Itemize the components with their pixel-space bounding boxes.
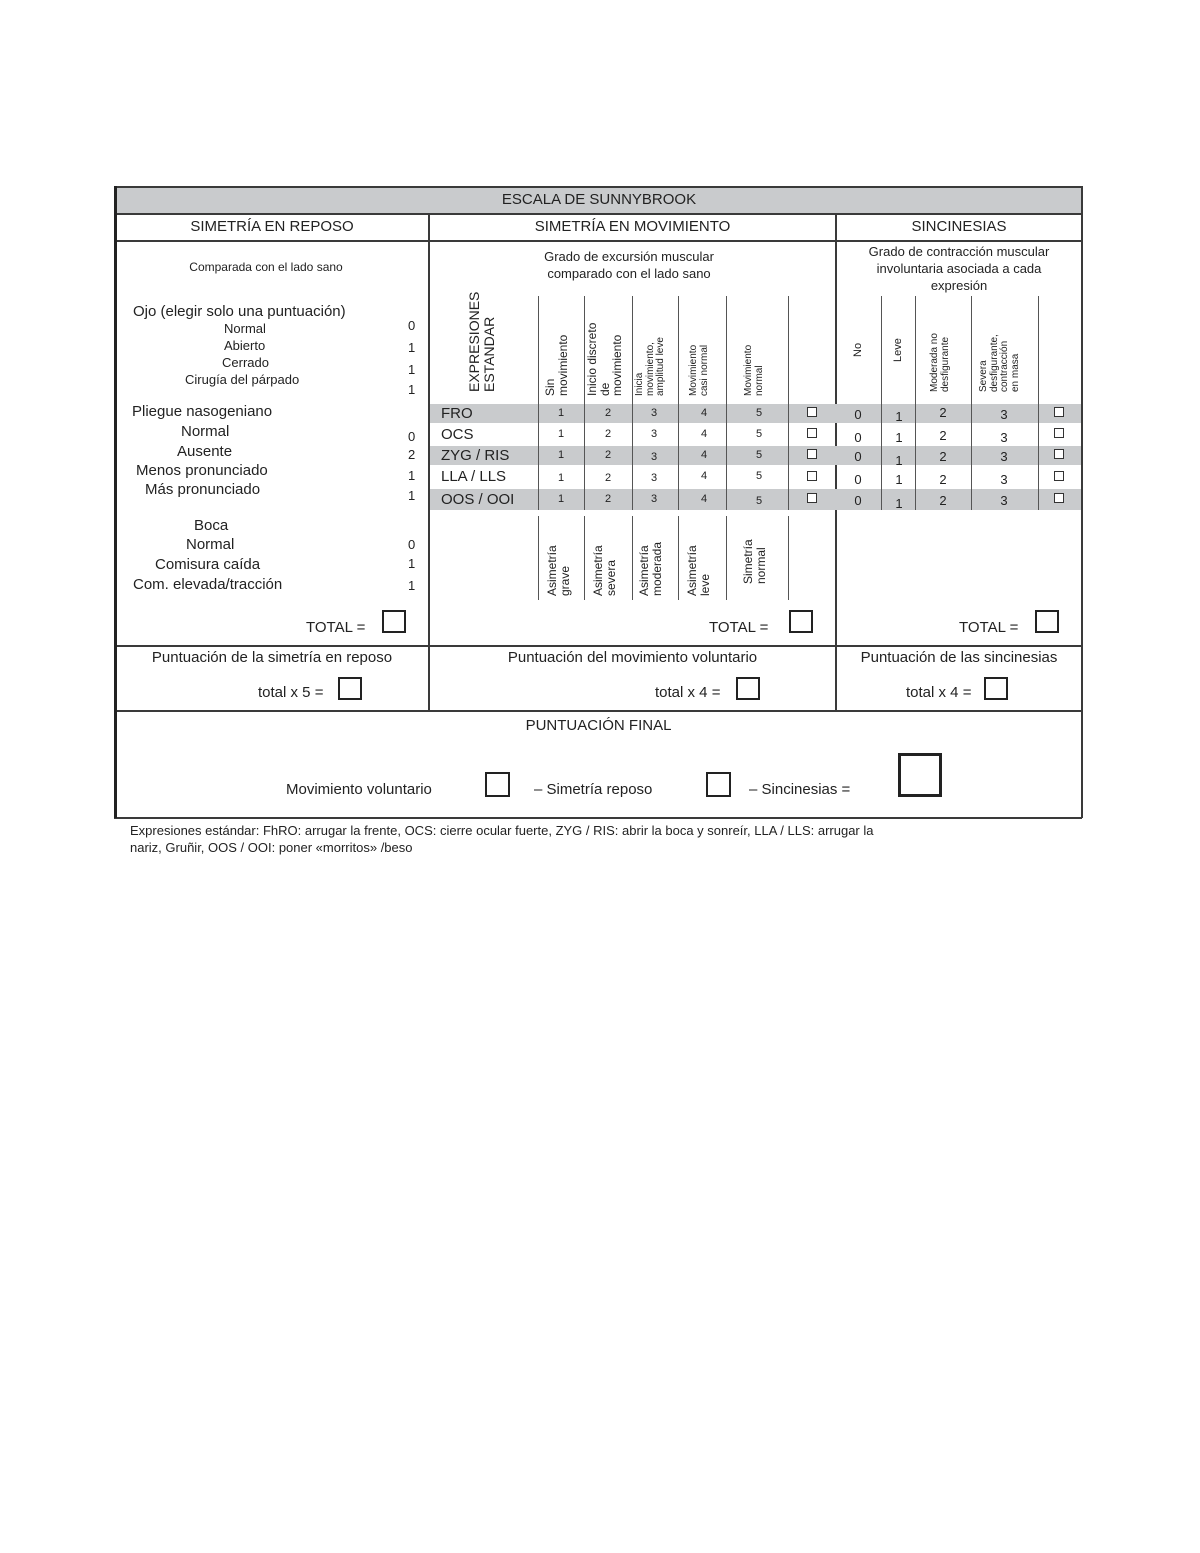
boca-item-label: Com. elevada/tracción xyxy=(133,576,283,593)
mov-value[interactable]: 3 xyxy=(650,407,658,419)
sinc-col-header xyxy=(853,343,865,357)
section-movimiento-header: SIMETRÍA EN MOVIMIENTO xyxy=(534,218,731,235)
final-sim-box[interactable] xyxy=(706,772,731,797)
sinc-value[interactable]: 2 xyxy=(939,493,947,508)
expresiones-header xyxy=(467,292,496,392)
mov-value[interactable]: 3 xyxy=(650,428,658,440)
col-line xyxy=(538,296,539,510)
movimiento-subtitle-line: comparado con el lado sano xyxy=(547,266,711,281)
sincinesias-score-box[interactable] xyxy=(984,677,1008,700)
mov-value[interactable]: 4 xyxy=(700,470,708,482)
sinc-value[interactable]: 1 xyxy=(895,409,903,424)
sinc-value[interactable]: 1 xyxy=(895,453,903,468)
mov-col-header-line: movimiento xyxy=(555,334,570,396)
final-title: PUNTUACIÓN FINAL xyxy=(525,717,672,734)
col-line xyxy=(632,516,633,600)
sincinesias-subtitle xyxy=(837,243,1081,294)
rule xyxy=(1081,186,1083,818)
asymmetry-label xyxy=(592,545,617,596)
footnote xyxy=(130,822,874,856)
col-line xyxy=(788,296,789,510)
ojo-item-label: Cerrado xyxy=(222,355,269,370)
form-title: ESCALA DE SUNNYBROOK xyxy=(501,191,697,208)
mov-value[interactable]: 4 xyxy=(700,428,708,440)
footnote-line: Expresiones estándar: FhRO: arrugar la frente, OCS: cierre ocular fuerte, ZYG / RIS: abrir la boca y sonreír, LLA / LLS: arrugar la xyxy=(130,823,874,838)
movimiento-score-label: Puntuación del movimiento voluntario xyxy=(507,649,758,666)
expression-label: FRO xyxy=(441,405,473,422)
expresiones-header-line: ESTANDAR xyxy=(480,316,497,392)
col-line xyxy=(678,516,679,600)
asymmetry-label-line: leve xyxy=(697,573,712,596)
pliegue-item-label: Normal xyxy=(181,423,230,440)
sinc-col-header-line: en masa xyxy=(1009,353,1021,392)
mov-value[interactable]: 1 xyxy=(557,493,565,505)
mov-col-header-line: Sin xyxy=(543,378,557,396)
movimiento-score-box[interactable] xyxy=(736,677,760,700)
mov-value[interactable]: 5 xyxy=(755,470,763,482)
asymmetry-label xyxy=(546,545,571,596)
mov-col-header-line: de xyxy=(597,382,612,396)
sinc-value[interactable]: 2 xyxy=(939,472,947,487)
mov-col-header-line: casi normal xyxy=(698,344,710,396)
col-line xyxy=(971,296,972,510)
asymmetry-label-line: Asimetría xyxy=(591,545,605,596)
asymmetry-label-line: moderada xyxy=(649,541,664,596)
boca-header: Boca xyxy=(194,517,229,534)
sinc-col-header-line: Leve xyxy=(892,338,904,362)
col-line xyxy=(726,516,727,600)
sinc-col-header-line: desfigurante xyxy=(939,336,951,392)
col-line xyxy=(788,516,789,600)
asymmetry-label-line: grave xyxy=(557,565,572,596)
mov-value[interactable]: 2 xyxy=(604,428,612,440)
mov-value[interactable]: 4 xyxy=(700,407,708,419)
asymmetry-label-line: normal xyxy=(753,547,768,584)
rule xyxy=(114,213,1082,215)
sinc-col-header-line: contracción xyxy=(999,340,1010,392)
pliegue-item-score: 0 xyxy=(408,429,416,444)
sincinesias-formula: total x 4 = xyxy=(906,684,972,701)
mov-value[interactable]: 1 xyxy=(557,449,565,461)
mov-col-header xyxy=(635,337,667,396)
mov-value[interactable]: 5 xyxy=(755,407,763,419)
ojo-item-label: Cirugía del párpado xyxy=(185,372,300,387)
mov-value[interactable]: 5 xyxy=(755,428,763,440)
col-line xyxy=(726,296,727,510)
col-line xyxy=(538,516,539,600)
mov-col-header xyxy=(586,323,624,396)
sincinesias-subtitle-line: involuntaria asociada a cada xyxy=(876,261,1042,276)
sinc-row-checkbox[interactable] xyxy=(1054,493,1064,503)
ojo-item-score: 1 xyxy=(408,382,416,397)
pliegue-item-label: Más pronunciado xyxy=(145,481,261,498)
mov-value[interactable]: 1 xyxy=(557,407,565,419)
sinc-row-checkbox[interactable] xyxy=(1054,449,1064,459)
pliegue-item-score: 1 xyxy=(408,488,416,503)
asymmetry-label-line: Asimetría xyxy=(637,545,651,596)
asymmetry-label xyxy=(638,542,663,596)
expression-label: ZYG / RIS xyxy=(441,447,510,464)
sinc-value[interactable]: 3 xyxy=(1000,449,1008,464)
sinc-value[interactable]: 3 xyxy=(1000,493,1008,508)
col-line xyxy=(632,296,633,510)
sinc-col-header-line: desfigurante, xyxy=(988,334,1000,392)
col-line xyxy=(881,296,882,510)
pliegue-item-label: Menos pronunciado xyxy=(136,462,268,479)
mov-value[interactable]: 5 xyxy=(755,495,763,507)
pliegue-header: Pliegue nasogeniano xyxy=(132,403,273,420)
sincinesias-score-label: Puntuación de las sincinesias xyxy=(860,649,1058,666)
mov-col-header xyxy=(544,335,569,396)
sinc-value[interactable]: 2 xyxy=(939,449,947,464)
mov-col-header-line: normal xyxy=(753,365,765,396)
asymmetry-label-line: Simetría xyxy=(741,539,755,584)
mov-value[interactable]: 4 xyxy=(700,449,708,461)
movimiento-formula: total x 4 = xyxy=(655,684,721,701)
rule xyxy=(114,817,1082,819)
final-mov-box[interactable] xyxy=(485,772,510,797)
movimiento-total-box[interactable] xyxy=(789,610,813,633)
mov-col-header xyxy=(689,345,710,396)
sinc-value[interactable]: 3 xyxy=(1000,430,1008,445)
sinc-value[interactable]: 3 xyxy=(1000,472,1008,487)
boca-item-label: Comisura caída xyxy=(155,556,261,573)
sinc-col-header xyxy=(930,333,951,392)
asymmetry-label-line: severa xyxy=(603,559,618,596)
sinc-value[interactable]: 3 xyxy=(1000,407,1008,422)
boca-item-score: 1 xyxy=(408,556,416,571)
movimiento-subtitle-line: Grado de excursión muscular xyxy=(544,249,714,264)
mov-value[interactable]: 2 xyxy=(604,449,612,461)
col-line xyxy=(915,296,916,510)
section-sincinesias-header: SINCINESIAS xyxy=(911,218,1007,235)
expression-label: OCS xyxy=(441,426,474,443)
mov-row-checkbox[interactable] xyxy=(807,471,817,481)
boca-item-score: 1 xyxy=(408,578,416,593)
reposo-score-box[interactable] xyxy=(338,677,362,700)
ojo-header: Ojo (elegir solo una puntuación) xyxy=(133,303,346,320)
sinc-col-header-line: No xyxy=(852,342,864,357)
mov-value[interactable]: 1 xyxy=(557,428,565,440)
pliegue-item-label: Ausente xyxy=(177,443,233,460)
boca-item-label: Normal xyxy=(186,536,235,553)
sinc-col-header xyxy=(979,334,1021,392)
reposo-total-label: TOTAL = xyxy=(306,619,366,636)
mov-col-header-line: Inicia xyxy=(634,372,645,396)
final-mov-label: Movimiento voluntario xyxy=(286,781,432,798)
mov-value[interactable]: 5 xyxy=(755,449,763,461)
asymmetry-label-line: Asimetría xyxy=(545,545,559,596)
col-line xyxy=(584,516,585,600)
mov-row-checkbox[interactable] xyxy=(807,449,817,459)
ojo-item-score: 0 xyxy=(408,318,416,333)
sinc-value[interactable]: 1 xyxy=(895,430,903,445)
final-sinc-label: – Sincinesias = xyxy=(749,781,851,798)
mov-value[interactable]: 2 xyxy=(604,493,612,505)
expresiones-header-line: EXPRESIONES xyxy=(466,291,482,392)
final-total-box[interactable] xyxy=(898,753,942,797)
reposo-score-label: Puntuación de la simetría en reposo xyxy=(151,649,393,666)
col-line xyxy=(678,296,679,510)
sinc-col-header xyxy=(893,338,905,362)
reposo-formula: total x 5 = xyxy=(258,684,324,701)
rule xyxy=(114,240,1082,242)
rule xyxy=(114,186,1082,188)
sincinesias-subtitle-line: expresión xyxy=(930,278,988,293)
sinc-value[interactable]: 0 xyxy=(854,493,862,508)
mov-col-header-line: movimiento xyxy=(610,334,625,396)
mov-value[interactable]: 4 xyxy=(700,493,708,505)
sinc-value[interactable]: 0 xyxy=(854,449,862,464)
mov-col-header-line: Movimiento xyxy=(743,344,754,396)
pliegue-item-score: 1 xyxy=(408,468,416,483)
sinc-row-checkbox[interactable] xyxy=(1054,407,1064,417)
footnote-line: nariz, Gruñir, OOS / OOI: poner «morritos» /beso xyxy=(130,840,413,855)
mov-col-header xyxy=(744,345,765,396)
sinc-row-checkbox[interactable] xyxy=(1054,471,1064,481)
mov-value[interactable]: 1 xyxy=(557,472,565,484)
ojo-item-label: Normal xyxy=(224,321,266,336)
sinc-value[interactable]: 2 xyxy=(939,428,947,443)
ojo-item-label: Abierto xyxy=(224,338,266,353)
col-line xyxy=(1038,296,1039,510)
asymmetry-label xyxy=(742,539,767,584)
mov-value[interactable]: 2 xyxy=(604,407,612,419)
sincinesias-total-label: TOTAL = xyxy=(959,619,1019,636)
rule xyxy=(114,710,1082,712)
sinc-value[interactable]: 0 xyxy=(854,472,862,487)
reposo-subtitle: Comparada con el lado sano xyxy=(189,260,343,274)
sinc-value[interactable]: 1 xyxy=(895,472,903,487)
ojo-item-score: 1 xyxy=(408,340,416,355)
mov-col-header-line: amplitud leve xyxy=(655,337,666,396)
mov-value[interactable]: 3 xyxy=(650,472,658,484)
expression-label: LLA / LLS xyxy=(441,468,507,485)
mov-row-checkbox[interactable] xyxy=(807,428,817,438)
mov-row-checkbox[interactable] xyxy=(807,493,817,503)
ojo-item-score: 1 xyxy=(408,362,416,377)
sinc-col-header-line: Moderada no xyxy=(929,333,940,392)
mov-value[interactable]: 3 xyxy=(650,451,658,463)
final-sim-label: – Simetría reposo xyxy=(534,781,653,798)
rule xyxy=(114,645,1082,647)
sincinesias-total-box[interactable] xyxy=(1035,610,1059,633)
pliegue-item-score: 2 xyxy=(408,447,416,462)
sinc-row-checkbox[interactable] xyxy=(1054,428,1064,438)
sinc-value[interactable]: 0 xyxy=(854,430,862,445)
expression-label: OOS / OOI xyxy=(441,491,515,508)
sinc-value[interactable]: 0 xyxy=(854,407,862,422)
mov-value[interactable]: 3 xyxy=(650,493,658,505)
sincinesias-subtitle-line: Grado de contracción muscular xyxy=(868,244,1050,259)
mov-col-header-line: Inicio discreto xyxy=(585,322,599,396)
movimiento-total-label: TOTAL = xyxy=(709,619,769,636)
reposo-total-box[interactable] xyxy=(382,610,406,633)
mov-row-checkbox[interactable] xyxy=(807,407,817,417)
sinc-value[interactable]: 2 xyxy=(939,405,947,420)
mov-value[interactable]: 2 xyxy=(604,472,612,484)
asymmetry-label-line: Asimetría xyxy=(685,545,699,596)
sinc-col-header-line: Severa xyxy=(978,360,989,392)
boca-item-score: 0 xyxy=(408,537,416,552)
mov-col-header-line: Movimiento xyxy=(688,344,699,396)
movimiento-subtitle xyxy=(430,248,828,282)
sinc-value[interactable]: 1 xyxy=(895,496,903,511)
asymmetry-label xyxy=(686,545,711,596)
mov-col-header-line: movimiento, xyxy=(644,342,656,396)
section-reposo-header: SIMETRÍA EN REPOSO xyxy=(190,218,354,235)
